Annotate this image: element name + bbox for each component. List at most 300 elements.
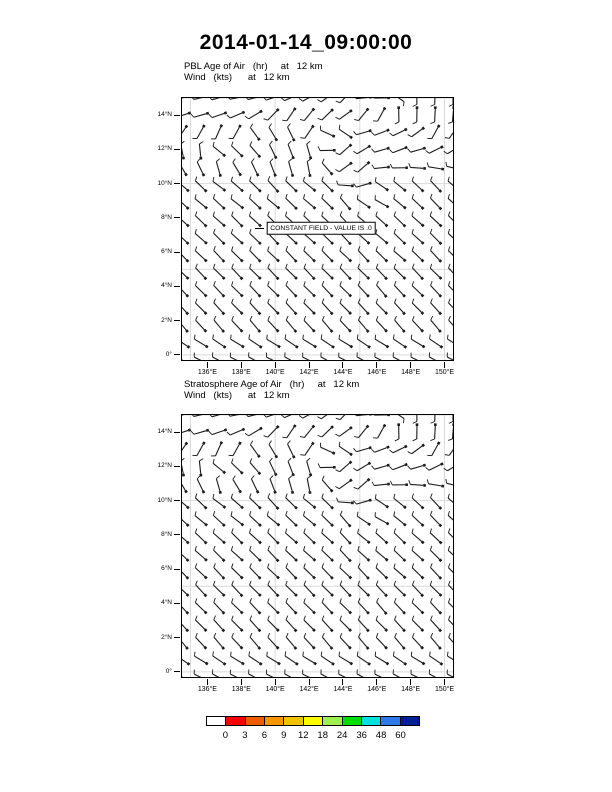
wind-barb-blob [241,542,243,544]
wind-barb-staff [448,181,453,190]
wind-barb-feather-tick [376,581,378,585]
wind-barb-blob [369,500,371,501]
wind-barb-staff [322,637,330,647]
colorbar [206,716,420,726]
wind-barb-staff [194,674,206,677]
wind-barb-staff [448,568,453,577]
lat-tick [174,286,180,287]
wind-barb-blob [259,295,261,297]
wind-barb-blob [241,277,243,279]
lat-tick-label: 14°N [157,111,172,119]
wind-barb-staff [270,479,275,491]
wind-barb-staff [233,479,240,490]
wind-barb-blob [277,629,279,631]
lon-tick [309,362,310,368]
wind-barb-feather-tick [322,476,324,480]
wind-barb-feather-tick [353,151,357,154]
wind-barb-blob [367,577,369,579]
wind-barb-blob [206,346,208,347]
wind-barb-blob [241,242,243,244]
wind-barb-feather-tick [376,546,377,550]
wind-barb-blob [349,330,351,332]
wind-barb-feather-tick [448,494,449,498]
wind-barb-feather-tick [412,299,414,303]
wind-barb-feather-tick [448,211,450,215]
wind-barb-feather-tick [299,416,303,419]
wind-barb-blob [403,629,405,631]
wind-barb-feather-tick [394,229,395,233]
wind-barb-feather-tick [196,633,198,637]
wind-barb-blob [259,507,261,509]
wind-barb-feather-tick [288,141,291,144]
wind-barb-blob [313,108,315,110]
wind-barb-staff [430,233,439,242]
wind-barb-blob [187,207,189,209]
wind-barb-feather-tick [340,528,342,532]
wind-barb-staff [430,216,440,225]
wind-barb-feather-tick [322,281,324,285]
colorbar-tick-label: 0 [222,730,229,741]
wind-barb-staff [182,637,186,647]
wind-barb-blob [187,663,189,664]
wind-barb-staff [305,445,312,456]
wind-barb-blob [367,425,369,427]
wind-barb-feather-tick [250,563,252,567]
wind-barb-feather-tick [250,494,251,498]
wind-barb-feather-tick [232,142,233,146]
wind-barb-staff [375,656,386,663]
wind-barb-feather-tick [394,528,395,532]
wind-barb-feather-tick [431,246,433,250]
wind-barb-blob [293,156,294,158]
wind-barb-feather-tick [322,316,324,320]
wind-barb-staff [430,656,441,663]
wind-barb-blob [386,523,388,524]
wind-barb-blob [385,312,387,314]
wind-barb-staff [231,181,241,190]
wind-barb-staff [195,181,204,190]
wind-barb-feather-tick [376,229,377,233]
wind-barb-blob [224,430,226,431]
wind-barb-staff [285,357,296,360]
wind-barb-feather-tick [322,159,324,163]
wind-barb-staff [182,128,186,139]
wind-barb-blob [295,330,297,332]
wind-barb-staff [232,603,241,612]
wind-barb-blob [350,663,352,664]
wind-barb-feather-tick [195,246,196,250]
lat-tick-label: 8°N [161,530,172,538]
wind-barb-staff [214,320,222,330]
wind-barb-staff [375,357,387,360]
wind-barb-staff [412,320,421,330]
wind-barb-feather-tick [232,581,234,585]
lat-tick-label: 10°N [157,179,172,187]
wind-barb-feather-tick [231,511,232,515]
lon-tick [342,679,343,685]
wind-barb-staff [322,602,331,612]
wind-barb-blob [277,312,279,314]
wind-barb-staff [412,603,421,612]
wind-barb-feather-tick [375,177,376,181]
wind-barb-blob [403,312,405,314]
wind-barb-staff [288,144,293,156]
wind-barb-feather-tick [431,633,433,637]
wind-barb-blob [331,330,333,332]
wind-barb-blob [439,295,441,297]
wind-barb-staff [393,98,404,102]
wind-barb-feather-tick [195,563,196,567]
wind-barb-feather-tick [394,511,395,515]
wind-barb-feather-tick [447,335,448,339]
wind-barb-staff [375,674,387,677]
wind-barb-feather-tick [251,476,254,479]
wind-barb-feather-tick [376,563,377,567]
wind-barb-staff [287,110,294,121]
wind-barb-blob [368,206,370,207]
stratosphere-title-line1: Stratosphere Age of Air (hr) at 12 km [184,379,360,390]
wind-barb-feather-tick [268,598,269,602]
wind-barb-staff [250,198,260,207]
wind-barb-staff [393,339,404,346]
wind-barb-blob [367,612,369,614]
wind-barb-staff [340,415,349,420]
wind-barb-feather-tick [408,135,412,137]
wind-barb-staff [230,430,242,435]
wind-barb-feather-tick [430,212,431,216]
wind-barb-feather-tick [340,299,342,303]
wind-barb-staff [212,357,223,360]
wind-barb-staff [340,286,349,295]
wind-barb-feather-tick [270,159,273,162]
wind-barb-blob [404,663,406,664]
wind-barb-feather-tick [268,281,269,285]
wind-barb-feather-tick [322,633,324,637]
wind-barb-feather-tick [322,264,323,268]
wind-barb-feather-tick [232,616,234,620]
wind-barb-feather-tick [268,246,269,250]
wind-barb-staff [307,478,309,491]
wind-barb-feather-tick [353,448,356,451]
wind-barb-blob [368,162,370,164]
wind-barb-feather-tick [322,212,323,216]
wind-barb-blob [241,207,243,209]
wind-barb-feather-tick [232,281,233,285]
lat-tick [174,637,180,638]
wind-barb-staff [195,286,204,295]
wind-barb-staff [412,129,423,137]
wind-barb-staff [196,320,205,330]
wind-barb-feather-tick [340,281,341,285]
wind-barb-blob [439,260,441,262]
wind-barb-blob [440,594,442,596]
wind-barb-staff [321,339,332,346]
wind-barb-staff [232,533,241,542]
wind-barb-feather-tick [389,450,392,453]
wind-barb-staff [231,550,241,559]
wind-barb-feather-tick [268,528,270,532]
wind-barb-staff [449,637,453,647]
wind-barb-staff [286,620,295,630]
wind-barb-staff [321,415,332,419]
wind-barb-staff [232,463,241,472]
wind-barb-blob [422,346,424,347]
wind-barb-blob [422,559,424,561]
wind-barb-feather-tick [431,299,433,303]
wind-barb-feather-tick [231,194,232,198]
wind-barb-feather-tick [249,651,250,655]
wind-barb-staff [286,198,295,207]
wind-barb-blob [205,507,207,509]
wind-barb-staff [376,551,386,559]
wind-barb-staff [358,533,368,541]
colorbar-tick-label: 3 [242,730,248,741]
wind-barb-staff [231,339,242,346]
wind-barb-blob [223,207,225,209]
wind-barb-feather-tick [340,563,341,567]
stratosphere-map-plot [157,414,455,693]
wind-barb-blob [331,577,333,579]
wind-barb-feather-tick [448,616,450,620]
wind-barb-feather-tick [430,511,432,515]
wind-barb-staff [250,515,260,524]
wind-barb-feather-tick [317,417,321,419]
wind-barb-staff [431,250,440,260]
wind-barb-staff [322,198,331,207]
wind-barb-staff [195,251,205,260]
wind-barb-staff [340,603,349,612]
wind-barb-staff [285,656,296,663]
wind-barb-staff [231,656,242,663]
wind-barb-staff [250,303,259,313]
lon-tick [207,679,208,685]
wind-barb-blob [349,525,351,527]
wind-barb-feather-tick [268,316,270,320]
wind-barb-blob [241,507,243,509]
wind-barb-feather-tick [448,229,449,233]
colorbar-cell [264,717,283,725]
wind-barb-blob [259,612,261,614]
wind-barb-blob [404,189,406,191]
wind-barb-feather-tick [394,598,396,602]
wind-barb-feather-tick [353,501,356,504]
wind-barb-blob [386,559,388,561]
wind-barb-blob [422,225,424,227]
wind-barb-staff [182,498,187,507]
wind-barb-blob [332,136,334,137]
wind-barb-feather-tick [322,494,323,498]
wind-barb-blob [222,629,224,631]
wind-barb-blob [313,295,315,297]
wind-barb-blob [239,125,240,127]
wind-barb-staff [250,251,259,260]
colorbar-cell [225,717,244,725]
wind-barb-feather-tick [412,316,414,320]
wind-barb-staff [411,149,423,153]
wind-barb-staff [374,466,386,470]
wind-barb-staff [412,251,421,260]
wind-barb-blob [368,663,370,664]
wind-barb-staff [452,109,453,122]
wind-barb-staff [213,216,223,225]
wind-barb-staff [322,428,331,437]
wind-barb-blob [277,277,279,279]
wind-barb-feather-tick [182,458,184,461]
lon-tick [376,679,377,685]
wind-barb-blob [203,174,204,176]
wind-barb-blob [187,559,189,561]
wind-barb-blob [440,242,442,244]
wind-barb-staff [338,502,351,503]
wind-barb-feather-tick [413,122,417,124]
wind-barb-blob [205,629,207,631]
wind-barb-staff [430,515,439,524]
wind-barb-blob [293,139,294,141]
wind-barb-blob [277,207,279,209]
wind-barb-feather-tick [214,316,216,320]
wind-barb-staff [357,516,368,523]
wind-barb-staff [194,114,206,118]
lon-tick-label: 138°E [231,686,251,693]
lat-tick-label: 6°N [161,565,172,573]
wind-barb-feather-tick [227,115,230,118]
wind-barb-feather-tick [214,616,216,620]
wind-barb-feather-tick [322,529,323,533]
wind-barb-feather-tick [408,149,411,152]
wind-barb-feather-tick [394,494,395,498]
wind-barb-feather-tick [267,511,268,515]
wind-barb-feather-tick [213,511,214,515]
wind-barb-staff [412,568,421,577]
wind-barb-feather-tick [286,177,287,181]
wind-barb-feather-tick [412,264,414,268]
wind-barb-staff [357,147,368,154]
wind-barb-blob [422,445,424,447]
wind-barb-blob [313,207,315,209]
wind-barb-staff [393,656,404,663]
wind-barb-feather-tick [403,419,404,423]
wind-barb-staff [394,233,403,242]
wind-barb-staff [339,339,350,346]
wind-barb-blob [332,453,334,454]
wind-barb-feather-tick [197,476,200,479]
wind-barb-blob [387,130,389,131]
wind-barb-blob [241,577,243,579]
wind-barb-blob [369,183,371,184]
wind-barb-staff [285,339,296,346]
wind-barb-staff [250,568,259,577]
wind-barb-staff [307,144,311,156]
wind-barb-feather-tick [286,581,287,585]
wind-barb-feather-tick [251,159,254,162]
wind-barb-feather-tick [409,163,411,167]
wind-barb-blob [439,312,441,314]
wind-barb-blob [295,260,297,262]
wind-barb-blob [422,190,424,192]
wind-barb-blob [387,447,389,448]
wind-barb-feather-tick [337,498,339,502]
wind-barb-feather-tick [339,125,340,129]
wind-barb-blob [421,277,423,279]
wind-barb-staff [249,656,260,663]
wind-barb-feather-tick [250,511,251,515]
lat-tick-label: 8°N [161,213,172,221]
wind-barb-staff [182,550,187,559]
wind-barb-feather-tick [448,511,449,515]
wind-barb-staff [394,199,404,207]
wind-barb-blob [423,148,425,149]
wind-barb-blob [294,425,295,427]
wind-barb-feather-tick [213,459,214,463]
wind-barb-staff [213,463,223,471]
wind-barb-staff [197,479,203,491]
wind-barb-feather-tick [322,598,324,602]
wind-barb-staff [448,233,453,242]
constant-field-label: CONSTANT FIELD - VALUE IS .0 [267,222,376,235]
wind-barb-feather-tick [286,633,288,637]
wind-barb-feather-tick [214,281,216,285]
wind-barb-feather-tick [336,153,340,155]
wind-barb-blob [242,429,244,430]
wind-barb-feather-tick [358,529,359,533]
wind-barb-staff [429,465,441,471]
wind-barb-staff [356,131,368,135]
wind-barb-blob [368,541,370,543]
wind-barb-blob [205,612,207,614]
wind-barb-blob [277,295,279,297]
wind-barb-feather-tick [195,546,196,550]
wind-barb-feather-tick [322,511,323,515]
wind-barb-staff [431,303,440,313]
wind-barb-blob [404,576,406,578]
wind-barb-blob [313,242,315,244]
wind-barb-blob [386,506,388,507]
wind-barb-staff [195,233,205,242]
wind-barb-blob [422,542,424,544]
wind-barb-staff [304,533,313,542]
wind-barb-feather-tick [371,449,374,452]
wind-barb-blob [367,559,369,561]
wind-barb-feather-tick [376,633,378,637]
wind-barb-feather-tick [286,598,288,602]
wind-barb-staff [214,602,223,612]
wind-barb-blob [384,425,385,427]
wind-barb-feather-tick [389,467,392,470]
page-title: 2014-01-14_09:00:00 [199,31,413,54]
wind-barb-blob [260,663,262,664]
wind-barb-blob [260,111,262,112]
wind-barb-staff [249,112,260,119]
wind-barb-blob [241,190,243,192]
wind-barb-feather-tick [412,494,413,498]
wind-barb-feather-tick [445,138,449,139]
wind-barb-feather-tick [353,131,356,134]
wind-barb-blob [405,464,407,465]
stratosphere-panel-subtitle [184,379,359,401]
wind-barb-blob [292,174,293,176]
wind-barb-staff [250,145,259,155]
wind-barb-feather-tick [282,120,286,121]
wind-barb-staff [394,303,403,313]
wind-barb-blob [258,647,260,649]
wind-barb-staff [182,515,187,524]
wind-barb-blob [295,559,297,561]
wind-barb-staff [358,164,368,173]
wind-barb-blob [186,125,187,127]
wind-barb-feather-tick [448,194,449,198]
wind-barb-staff [214,285,223,295]
wind-barb-staff [194,357,206,360]
